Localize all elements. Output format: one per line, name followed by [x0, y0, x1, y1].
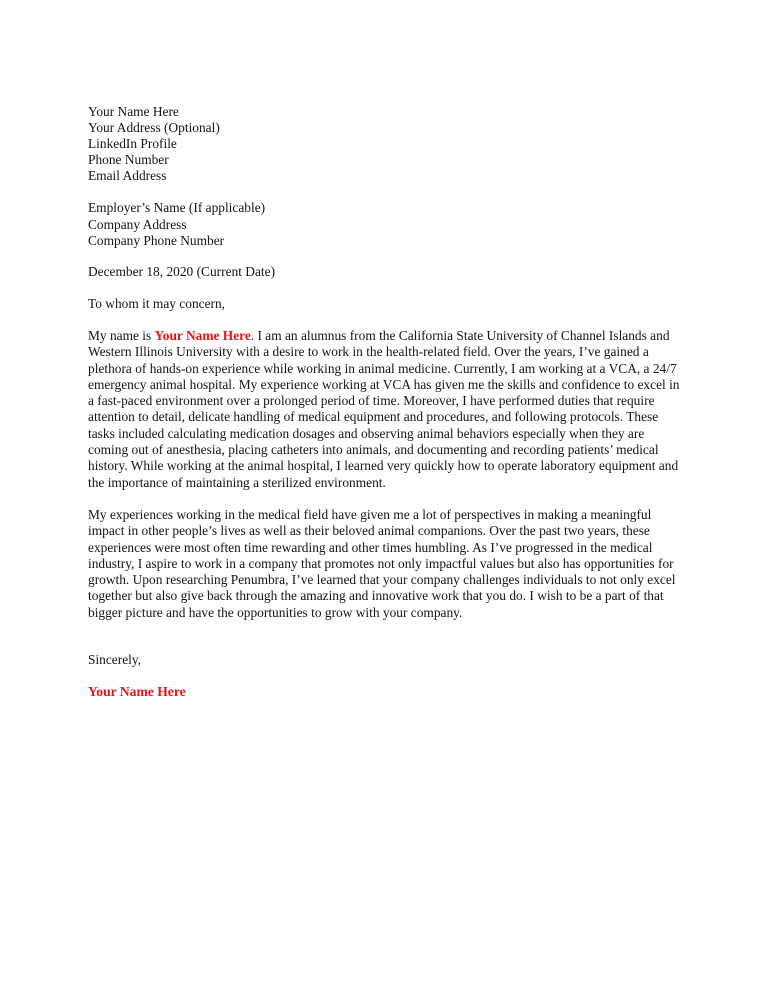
- sender-line-address: Your Address (Optional): [88, 120, 220, 136]
- spacer-after-salutation: [88, 312, 682, 328]
- recipient-address-block: [88, 200, 682, 248]
- spacer-before-closing: [88, 621, 682, 652]
- paragraph-1-lead-in: My name is: [88, 327, 155, 343]
- recipient-line-phone: Company Phone Number: [88, 232, 225, 248]
- paragraph-1-rest: . I am an alumnus from the California State University of Channel Islands and Western Illinois University with a desire to work in the health-related field. Over the years, I’ve gained a plethora of hands-on experience while working in animal medicine. Currently, I am working at a VCA, a 24/7 emergency animal hospital. My experience working at VCA has given me the skills and confidence to excel in a fast-paced environment over a prolonged period of time. Moreover, I have performed duties that require attention to detail, delicate handling of medical equipment and procedures, and following protocols. These tasks included calculating medication dosages and observing animal behaviors especially when they are coming out of anesthesia, placing catheters into animals, and documenting and recording patients’ medical history. While working at the animal hospital, I learned very quickly how to operate laboratory equipment and the importance of maintaining a sterilized environment.: [88, 327, 680, 490]
- body-paragraph-1: [88, 328, 682, 491]
- salutation: [88, 296, 682, 312]
- spacer-after-recipient: [88, 249, 682, 264]
- name-placeholder-inline: Your Name Here: [154, 327, 251, 343]
- date-line: [88, 264, 682, 280]
- closing-text: Sincerely,: [88, 651, 142, 667]
- recipient-line-employer: Employer’s Name (If applicable): [88, 200, 266, 216]
- spacer-between-paragraphs: [88, 491, 682, 507]
- sender-line-phone: Phone Number: [88, 152, 169, 168]
- date-text: December 18, 2020 (Current Date): [88, 263, 276, 279]
- body-paragraph-2: My experiences working in the medical field have given me a lot of perspectives in making a meaningful impact in other people’s lives as well as their beloved animal companions. Over the past two years, these experiences were most often time rewarding and other times humbling. As I’ve progressed in the medical industry, I aspire to work in a company that promotes not only impactful values but also has opportunities for growth. Upon researching Penumbra, I’ve learned that your company challenges individuals to not only excel together but also give back through the amazing and innovative work that you do. I wish to be a part of that bigger picture and have the opportunities to grow with your company.: [88, 506, 676, 620]
- sender-line-name: Your Name Here: [88, 104, 179, 119]
- sender-line-linkedin: LinkedIn Profile: [88, 136, 177, 152]
- sender-address-block: [88, 104, 682, 184]
- letter-body: [88, 104, 682, 700]
- spacer-after-sender: [88, 184, 682, 200]
- signature-name: Your Name Here: [88, 684, 186, 700]
- salutation-text: To whom it may concern,: [88, 295, 226, 311]
- spacer-before-signature: [88, 668, 682, 684]
- recipient-line-address: Company Address: [88, 216, 187, 232]
- sender-line-email: Email Address: [88, 168, 167, 184]
- spacer-after-date: [88, 280, 682, 296]
- closing-line: [88, 652, 682, 668]
